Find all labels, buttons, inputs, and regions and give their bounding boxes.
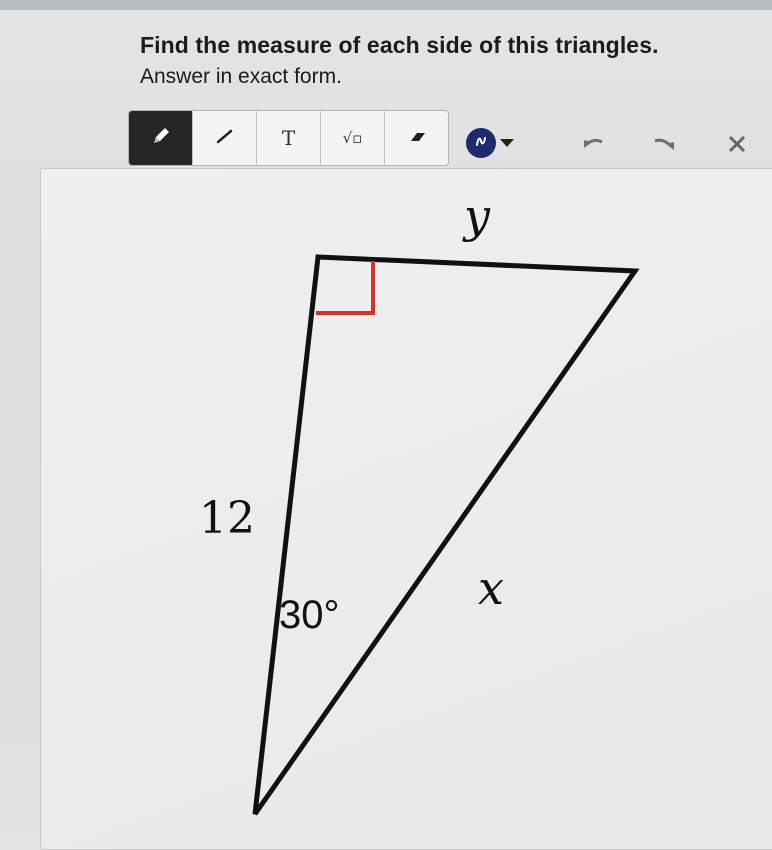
pencil-tool-button[interactable] (129, 111, 193, 165)
text-icon: T (281, 126, 296, 150)
undo-icon (578, 132, 608, 161)
redo-button[interactable] (650, 134, 680, 158)
text-tool-button[interactable] (257, 111, 321, 165)
color-picker[interactable] (466, 128, 514, 158)
sqrt-icon: √▫ (342, 129, 363, 147)
side-label-x: x (478, 561, 504, 615)
undo-button[interactable] (578, 134, 608, 158)
redo-icon (650, 132, 680, 161)
line-icon (213, 124, 237, 153)
question-prompt (140, 32, 659, 89)
side-label-12: 12 (199, 493, 255, 544)
chevron-down-icon (500, 139, 514, 147)
triangle-figure (41, 169, 772, 849)
top-bar (0, 0, 772, 10)
eraser-icon (405, 124, 429, 153)
math-tool-button[interactable] (321, 111, 385, 165)
drawing-canvas[interactable] (40, 168, 772, 850)
clear-button[interactable] (722, 134, 752, 158)
side-label-y: y (464, 189, 490, 243)
eraser-tool-button[interactable] (385, 111, 448, 165)
pencil-icon (149, 124, 173, 153)
angle-label: 30° (279, 593, 340, 637)
triangle (255, 257, 635, 814)
close-icon (725, 132, 749, 161)
question-instructions: Answer in exact form. (140, 65, 342, 88)
tool-group (128, 110, 449, 166)
question-title: Find the measure of each side of this triangles. (140, 32, 659, 58)
color-swatch (466, 128, 496, 158)
squiggle-icon (474, 134, 488, 153)
line-tool-button[interactable] (193, 111, 257, 165)
drawing-toolbar (128, 110, 449, 166)
right-angle-marker (316, 261, 373, 313)
